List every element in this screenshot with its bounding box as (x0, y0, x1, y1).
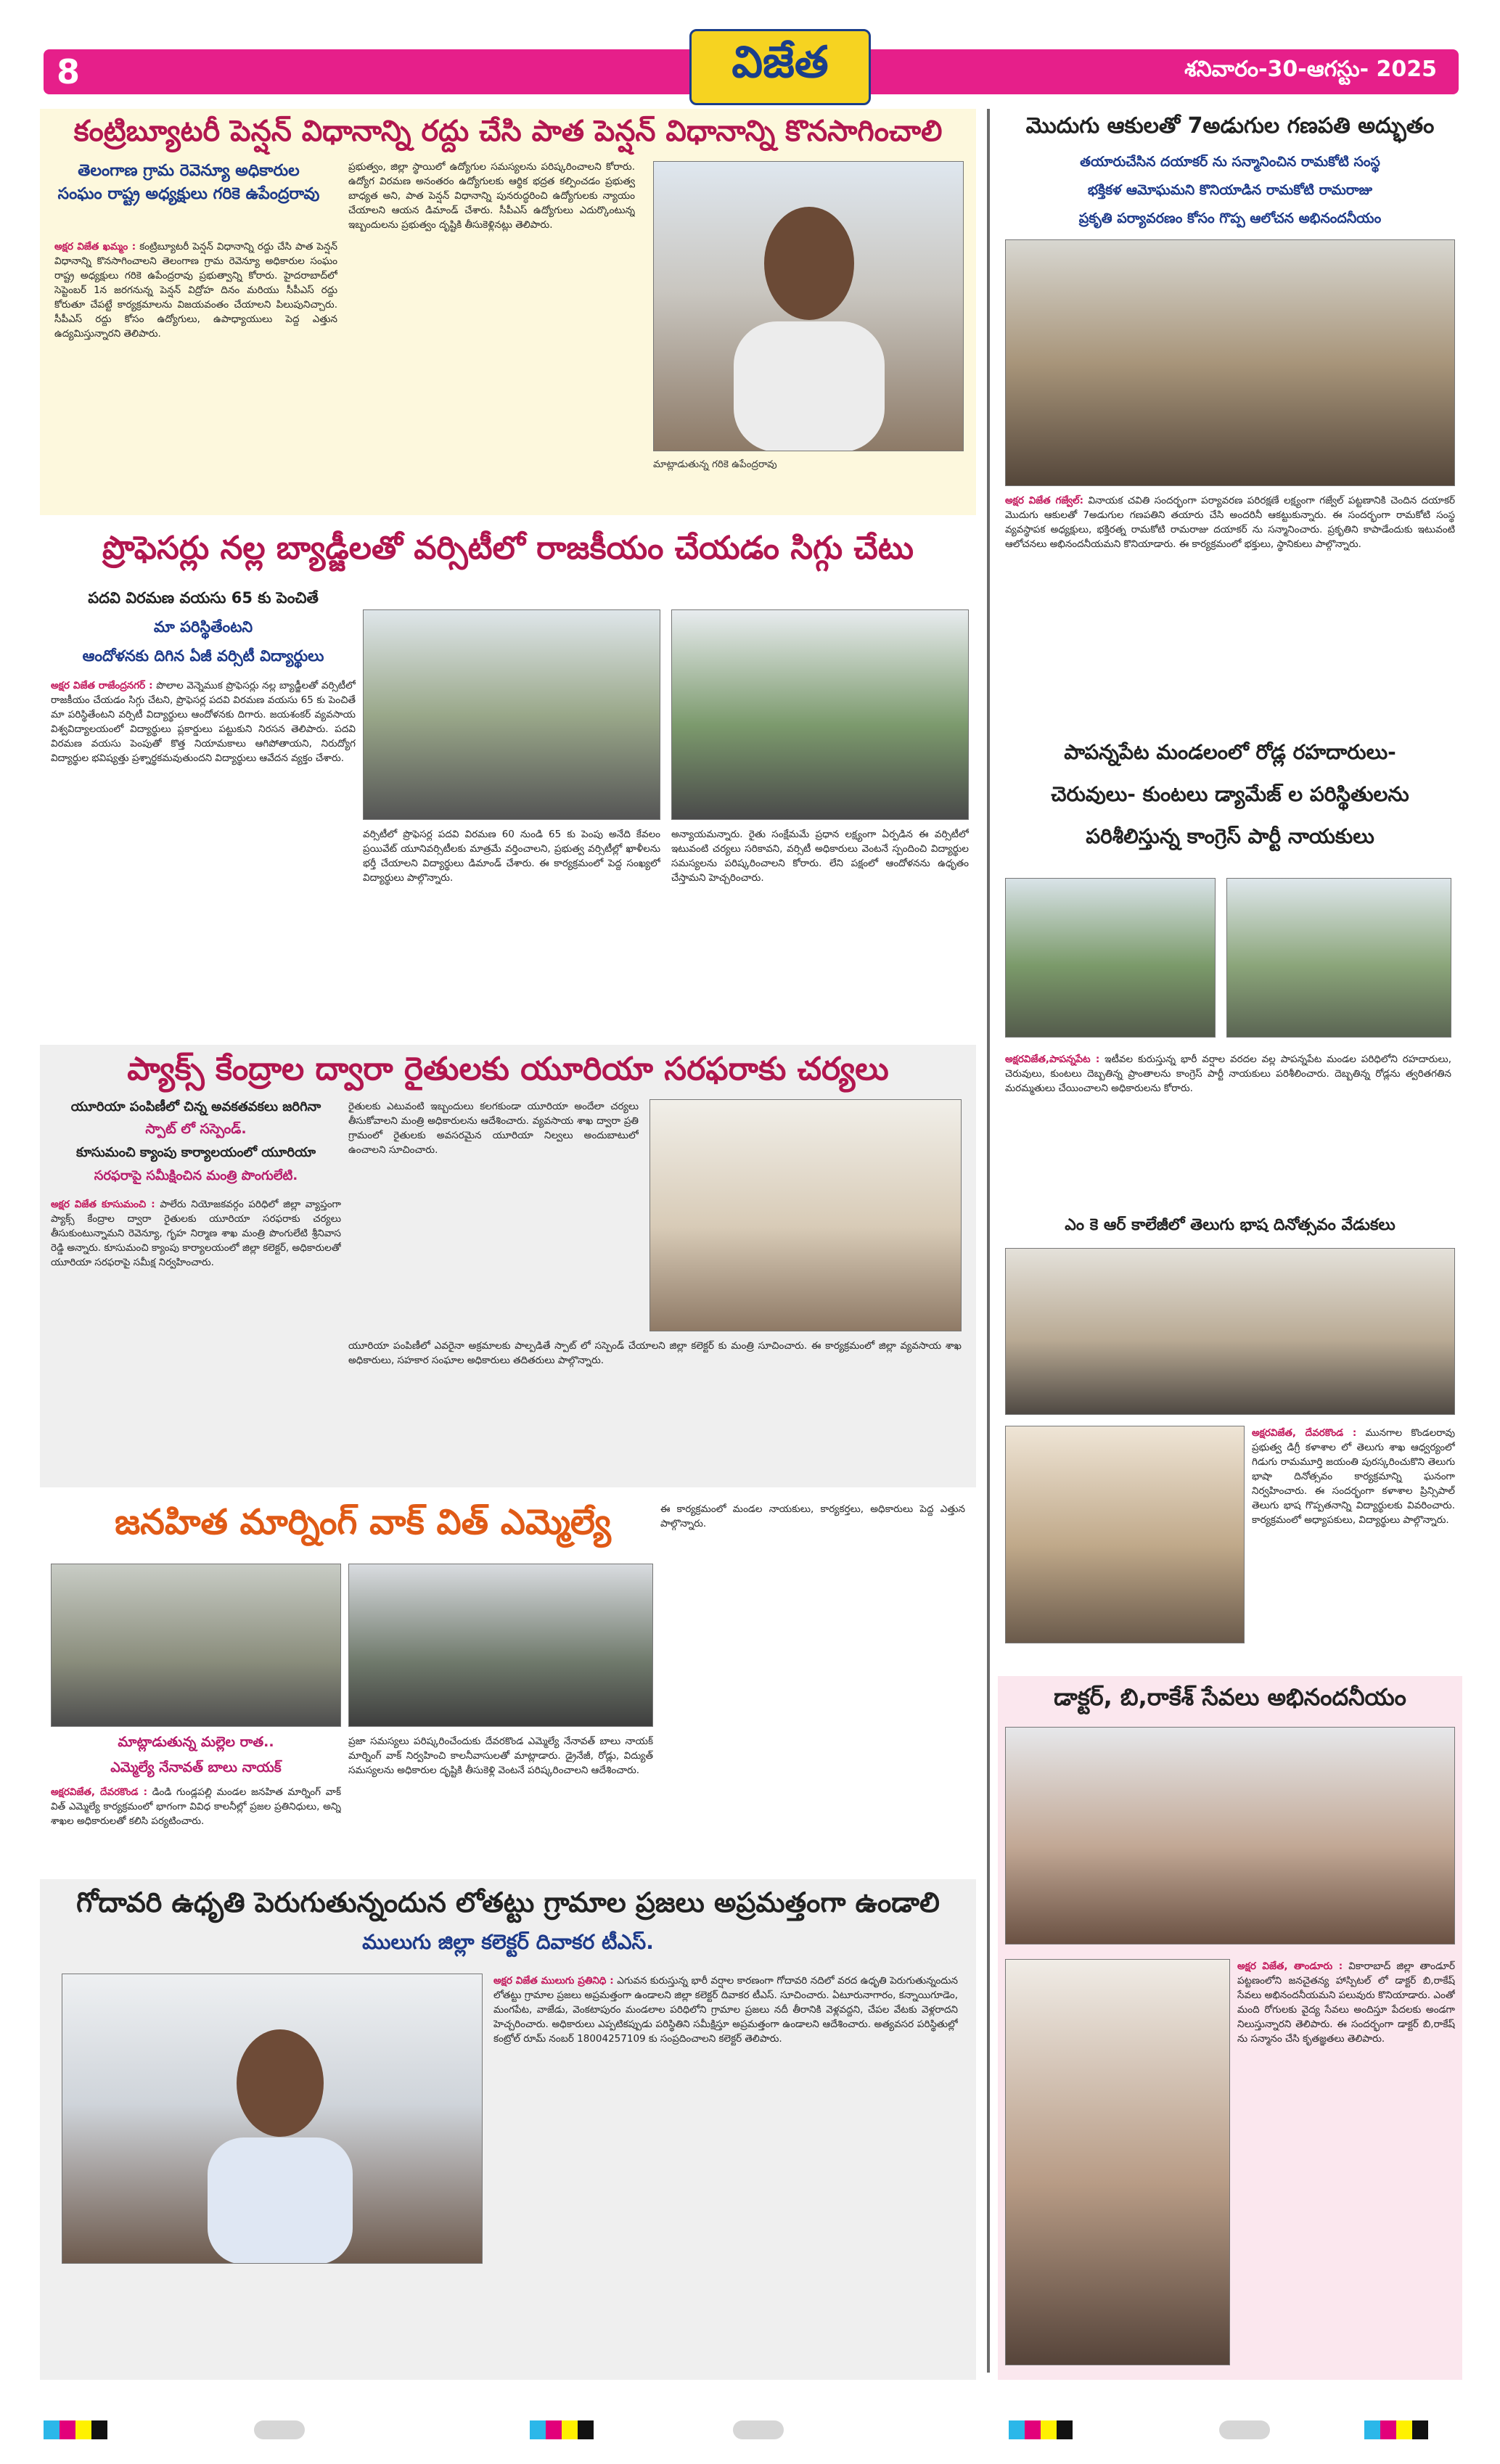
article-body (1005, 493, 1455, 711)
photo-walk-2 (348, 1564, 653, 1727)
article-body-col2: వర్సిటీలో ప్రొఫెసర్ల పదవి విరమణ 60 నుండి 65 కు పెంపు అనేది కేవలం ప్రయివేట్ యూనివర్సిటీలకు మాత్రమే వర్తించాలని, ప్రభుత్వ వర్సిటీల్లో ఖాళీలను భర్తీ చేయాలని విద్యార్థులు డిమాండ్ చేశారు. ఈ కార్యక్రమంలో పెద్ద సంఖ్యలో విద్యార్థులు పాల్గొన్నారు. (363, 829, 660, 884)
subhead-1: పదవి విరమణ వయసు 65 కు పెంచితే (88, 589, 319, 607)
photo-flood-2 (1226, 878, 1451, 1038)
subhead-2: మా పరిస్థితేంటని (153, 618, 253, 636)
headline-line-1: పాపన్నపేట మండలంలో రోడ్ల రహదారులు- (1064, 740, 1396, 764)
article-urea (40, 1045, 976, 1487)
article-morning-walk (40, 1495, 976, 1872)
article-body (493, 1974, 958, 2365)
dateline: అక్షరవిజేత, దేవరకొండ : (1252, 1427, 1357, 1439)
photo-ganapati-felicitation (1005, 239, 1455, 486)
photo-students-group (671, 609, 969, 820)
photo-doctor-felicitation (1005, 1727, 1455, 1944)
registration-oval (1219, 2420, 1270, 2439)
article-ganapati (998, 109, 1462, 726)
caption-1: మాట్లాడుతున్న మల్లెల రాత.. (118, 1734, 274, 1750)
registration-swatch (1412, 2420, 1428, 2439)
subhead: తెలంగాణ గ్రామ రెవెన్యూ అధికారుల సంఘం రాష్ట్ర అధ్యక్షులు గరికె ఉపేంద్రరావు (57, 162, 320, 203)
article-body (1252, 1426, 1455, 1658)
registration-swatch (1041, 2420, 1057, 2439)
registration-swatch (1025, 2420, 1041, 2439)
registration-swatch (562, 2420, 578, 2439)
article-body (1237, 1959, 1455, 2365)
page-number: 8 (57, 52, 81, 91)
dateline: అక్షర విజేత ఖమ్మం : (54, 241, 136, 252)
article-godavari (40, 1879, 976, 2380)
registration-swatch (546, 2420, 562, 2439)
registration-swatch (1380, 2420, 1396, 2439)
person-portrait-icon (654, 162, 964, 451)
article-body (1005, 1052, 1451, 1197)
body-text: వికారాబాద్ జిల్లా తాండూర్ పట్టణంలోని జనచైతన్య హాస్పిటల్ లో డాక్టర్ బి,రాకేష్ సేవలు అభినందనీయమని పలువురు కొనియాడారు. ఎంతో మంది రోగులకు వైద్య సేవలు అందిస్తూ పేదలకు అండగా నిలుస్తున్నారని తెలిపారు. ఈ సందర్భంగా డాక్టర్ బి,రాకేష్ ను సన్మానం చేసి కృతజ్ఞతలు తెలిపారు. (1237, 1960, 1455, 2045)
subhead: ములుగు జిల్లా కలెక్టర్ దివాకర టీఎస్. (362, 1930, 654, 1954)
article-doctor (998, 1676, 1462, 2380)
headline: కంట్రిబ్యూటరీ పెన్షన్ విధానాన్ని రద్దు చేసి పాత పెన్షన్ విధానాన్ని కొనసాగించాలి (73, 115, 943, 148)
person-portrait-icon (62, 1974, 483, 2264)
registration-marks-left (44, 2420, 107, 2439)
issue-date: శనివారం-30-ఆగస్టు- 2025 (1184, 57, 1437, 82)
body-text: పొలాల వెన్నెముక ప్రొఫెసర్లు నల్ల బ్యాడ్జీలతో వర్సిటీలో రాజకీయం చేయడం సిగ్గు చేటని, ప్రొఫెసర్ల పదవి విరమణ వయసు 65 కు పెంచితే మా పరిస్థితేంటని వర్సిటీ విద్యార్థులు ఆందోళనకు దిగారు. జయశంకర్ వ్యవసాయ విశ్వవిద్యాలయంలో విద్యార్థులు ప్లకార్డులు పట్టుకుని నిరసన తెలిపారు. పదవి విరమణ వయసు పెంపుతో కొత్త నియామకాలు ఆగిపోతాయని, నిరుద్యోగ విద్యార్థుల భవిష్యత్తు ప్రశ్నార్థకమవుతుందని విద్యార్థులు ఆవేదన వ్యక్తం చేశారు. (51, 680, 356, 764)
body-text: ఇటీవల కురుస్తున్న భారీ వర్షాల వరదల వల్ల పాపన్నపేట మండల పరిధిలోని రహదారులు, చెరువులు, కుంటలు దెబ్బతిన్న ప్రాంతాలను కాంగ్రెస్ పార్టీ నాయకులు పరిశీలించారు. దెబ్బతిన్న రోడ్లను త్వరితగతిన మరమ్మతులు చేయించాలని అధికారులను కోరారు. (1005, 1054, 1451, 1094)
registration-swatch (1057, 2420, 1073, 2439)
subhead-3: ప్రకృతి పర్యావరణం కోసం గొప్ప ఆలోచన అభినందనీయం (1078, 210, 1382, 226)
article-body-col1 (51, 678, 356, 1023)
article-body-col2: ప్రజా సమస్యలు పరిష్కరించేందుకు దేవరకొండ ఎమ్మెల్యే నేనావత్ బాలు నాయక్ మార్నింగ్ వాక్ నిర్వహించి కాలనీవాసులతో మాట్లాడారు. డ్రైనేజీ, రోడ్లు, విద్యుత్ సమస్యలను అధికారుల దృష్టికి తీసుకెళ్లి వెంటనే పరిష్కరించాలని ఆదేశించారు. (348, 1736, 653, 1776)
photo-protest-statue (363, 609, 660, 820)
body-text: కంట్రిబ్యూటరీ పెన్షన్ విధానాన్ని రద్దు చేసి పాత పెన్షన్ విధానాన్ని కొనసాగించాలని తెలంగాణ గ్రామ రెవెన్యూ అధికారుల సంఘం రాష్ట్ర అధ్యక్షులు గరికె ఉపేంద్రరావు ప్రభుత్వాన్ని కోరారు. హైదరాబాద్‌లో సెప్టెంబర్ 1న జరగనున్న పెన్షన్ విద్రోహ దినం మరియు సీపీఎస్ రద్దు కోరుతూ చేపట్టే కార్యక్రమాలను విజయవంతం చేయాలని పిలుపునిచ్చారు. సీపీఎస్ రద్దు కోసం ఉద్యోగులు, ఉపాధ్యాయులు పెద్ద ఎత్తున ఉద్యమిస్తున్నారని తెలిపారు. (54, 241, 337, 340)
body-text: డిండి గుండ్లపల్లి మండల జనహిత మార్నింగ్ వాక్ విత్ ఎమ్మెల్యే కార్యక్రమంలో భాగంగా వివిధ కాలనీల్లో ప్రజల ప్రతినిధులు, అన్ని శాఖల అధికారులతో కలిసి పర్యటించారు. (51, 1786, 341, 1827)
subhead-2: స్పాట్ లో సస్పెండ్. (145, 1121, 247, 1137)
photo-urea-meeting (649, 1099, 962, 1331)
article-body-col2: రైతులకు ఎటువంటి ఇబ్బందులు కలగకుండా యూరియా అందేలా చర్యలు తీసుకోవాలని మంత్రి అధికారులను ఆదేశించారు. వ్యవసాయ శాఖ ద్వారా ప్రతి గ్రామంలో రైతులకు అవసరమైన యూరియా నిల్వలు అందుబాటులో ఉంచాలని సూచించారు. (348, 1101, 639, 1156)
headline: డాక్టర్, బి,రాకేశ్ సేవలు అభినందనీయం (1054, 1683, 1406, 1711)
dateline: అక్షర విజేత ములుగు ప్రతినిధి : (493, 1975, 614, 1987)
dateline: అక్షరవిజేత,పాపన్నపేట : (1005, 1054, 1100, 1065)
registration-swatch (1009, 2420, 1025, 2439)
registration-swatch (75, 2420, 91, 2439)
article-pension (40, 109, 976, 515)
caption-2: ఎమ్మెల్యే నేనావత్ బాలు నాయక్ (110, 1759, 282, 1775)
article-roads (998, 733, 1462, 1204)
registration-oval (733, 2420, 784, 2439)
article-body-col3: యూరియా పంపిణీలో ఎవరైనా అక్రమాలకు పాల్పడితే స్పాట్ లో సస్పెండ్ చేయాలని జిల్లా కలెక్టర్ కు మంత్రి సూచించారు. ఈ కార్యక్రమంలో జిల్లా వ్యవసాయ శాఖ అధికారులు, సహకార సంఘాల అధికారులు తదితరులు పాల్గొన్నారు. (348, 1340, 962, 1366)
headline: జనహిత మార్నింగ్ వాక్ విత్ ఎమ్మెల్యే (115, 1502, 611, 1543)
headline: ప్యాక్స్ కేంద్రాల ద్వారా రైతులకు యూరియా సరఫరాకు చర్యలు (127, 1051, 889, 1088)
headline-line-3: పరిశీలిస్తున్న కాంగ్రెస్ పార్టీ నాయకులు (1086, 824, 1374, 848)
article-telugu-day (998, 1212, 1462, 1669)
photo-classroom (1005, 1248, 1455, 1415)
dateline: అక్షర విజేత కూసుమంచి : (51, 1199, 155, 1210)
article-body-col3: ఈ కార్యక్రమంలో మండల నాయకులు, కార్యకర్తలు, అధికారులు పెద్ద ఎత్తున పాల్గొన్నారు. (660, 1503, 965, 1529)
registration-swatch (1364, 2420, 1380, 2439)
registration-marks-right (1009, 2420, 1073, 2439)
dateline: అక్షర విజేత గజ్వేల్: (1005, 495, 1084, 506)
registration-oval (254, 2420, 305, 2439)
subhead-2: భక్తికళ ఆమోఘమని కొనియాడిన రామకోటి రామరాజు (1087, 182, 1373, 198)
headline: మొదుగు ఆకులతో 7అడుగుల గణపతి అద్భుతం (1025, 113, 1435, 139)
headline: ఎం కె ఆర్ కాలేజీలో తెలుగు భాష దినోత్సవం వేడుకలు (1065, 1216, 1396, 1234)
subhead-1: యూరియా పంపిణీలో చిన్న అవకతవకలు జరిగినా (70, 1099, 321, 1114)
photo-collector (62, 1974, 483, 2264)
photo-flood-1 (1005, 878, 1216, 1038)
photo-caption: మాట్లాడుతున్న గరికె ఉపేంద్రరావు (653, 459, 777, 470)
article-body-col3: అన్యాయమన్నారు. రైతు సంక్షేమమే ప్రధాన లక్ష్యంగా ఏర్పడిన ఈ వర్సిటీలో ఇటువంటి చర్యలు సరికావని, వర్సిటీ అధికారులు వెంటనే స్పందించి విద్యార్థుల సమస్యలను పరిష్కరించాలని కోరారు. లేని పక్షంలో ఆందోళనను ఉధృతం చేస్తామని హెచ్చరించారు. (671, 829, 969, 884)
newspaper-logo: విజేత (689, 29, 871, 105)
photo-walk-1 (51, 1564, 341, 1727)
article-body-col1 (51, 1785, 341, 1865)
body-text: ఎగువన కురుస్తున్న భారీ వర్షాల కారణంగా గోదావరి నదిలో వరద ఉధృతి పెరుగుతున్నందున లోతట్టు గ్రామాల ప్రజలు అప్రమత్తంగా ఉండాలని జిల్లా కలెక్టర్ దివాకర టీఎస్. సూచించారు. ఏటూరునాగారం, కన్నాయిగూడెం, మంగపేట, వాజేడు, వెంకటాపురం మండలాల పరిధిలోని గ్రామాల ప్రజలు నదీ తీరానికి వెళ్లవద్దని, చేపల వేటకు వెళ్లరాదని హెచ్చరించారు. అధికారులు ఎప్పటికప్పుడు పరిస్థితిని సమీక్షిస్తూ అప్రమత్తంగా ఉండాలని ఆదేశించారు. అత్యవసర పరిస్థితుల్లో కంట్రోల్ రూమ్ నంబర్ 18004257109 కు సంప్రదించాలని కలెక్టర్ తెలిపారు. (493, 1975, 958, 2045)
subhead-4: సరఫరాపై సమీక్షించిన మంత్రి పొంగులేటి. (94, 1168, 298, 1183)
body-text: మునగాల కొండలరావు ప్రభుత్వ డిగ్రీ కళాశాల లో తెలుగు శాఖ ఆధ్వర్యంలో గిడుగు రామమూర్తి జయంతి పురస్కరించుకొని తెలుగు భాషా దినోత్సవం కార్యక్రమాన్ని ఘనంగా నిర్వహించారు. ఈ సందర్భంగా కళాశాల ప్రిన్సిపాల్ తెలుగు భాష గొప్పతనాన్ని విద్యార్థులకు వివరించారు. కార్యక్రమంలో అధ్యాపకులు, విద్యార్థులు పాల్గొన్నారు. (1252, 1427, 1455, 1526)
dateline: అక్షరవిజేత, దేవరకొండ : (51, 1786, 148, 1798)
registration-marks-far-right (1364, 2420, 1428, 2439)
registration-swatch (91, 2420, 107, 2439)
dateline: అక్షర విజేత, తాండూరు : (1237, 1960, 1343, 1972)
dateline: అక్షర విజేత రాజేంద్రనగర్ : (51, 680, 153, 691)
registration-swatch (60, 2420, 75, 2439)
column-divider (987, 109, 990, 2373)
body-text: పాలేరు నియోజకవర్గం పరిధిలో జిల్లా వ్యాప్తంగా ప్యాక్స్ కేంద్రాల ద్వారా రైతులకు యూరియా సరఫరాకు చర్యలు తీసుకుంటున్నామని రెవెన్యూ, గృహ నిర్మాణ శాఖ మంత్రి పొంగులేటి శ్రీనివాస రెడ్డి అన్నారు. కూసుమంచి క్యాంపు కార్యాలయంలో జిల్లా కలెక్టర్, అధికారులతో యూరియా సరఫరాపై సమీక్ష నిర్వహించారు. (51, 1199, 341, 1268)
article-body-col2: ప్రభుత్వం, జిల్లా స్థాయిలో ఉద్యోగుల సమస్యలను పరిష్కరించాలని కోరారు. ఉద్యోగ విరమణ అనంతరం ఉద్యోగులకు ఆర్థిక భద్రత కల్పించడం ప్రభుత్వ బాధ్యత అని, పాత పెన్షన్ విధానాన్ని పునరుద్ధరించి ఉద్యోగులకు న్యాయం చేయాలని ఆయన డిమాండ్ చేశారు. సీపీఎస్ ఉద్యోగులు ఎదుర్కొంటున్న ఇబ్బందులను ప్రభుత్వం దృష్టికి తీసుకెళ్లినట్లు తెలిపారు. (348, 161, 635, 231)
photo-telugu-event (1005, 1426, 1245, 1643)
article-body-col1 (51, 1197, 341, 1480)
headline-line-2: చెరువులు- కుంటలు డ్యామేజ్ ల పరిస్థితులను (1051, 782, 1409, 806)
headline: గోదావరి ఉధృతి పెరుగుతున్నందున లోతట్టు గ్రామాల ప్రజలు అప్రమత్తంగా ఉండాలి (76, 1886, 940, 1918)
subhead-1: తయారుచేసిన దయాకర్ ను సన్మానించిన రామకోటి సంస్థ (1080, 154, 1380, 170)
registration-swatch (44, 2420, 60, 2439)
registration-swatch (578, 2420, 594, 2439)
photo-upendra-rao (653, 161, 964, 451)
photo-doctor-patients (1005, 1959, 1230, 2365)
registration-swatch (530, 2420, 546, 2439)
subhead-3: కూసుమంచి క్యాంపు కార్యాలయంలో యూరియా (75, 1145, 316, 1160)
headline: ప్రొఫెసర్లు నల్ల బ్యాడ్జీలతో వర్సిటీలో రాజకీయం చేయడం సిగ్గు చేటు (102, 530, 914, 567)
registration-swatch (1396, 2420, 1412, 2439)
registration-marks-center (530, 2420, 594, 2439)
subhead-3: ఆందోళనకు దిగిన ఏజీ వర్సిటీ విద్యార్థులు (82, 647, 324, 665)
body-text: వినాయక చవితి సందర్భంగా పర్యావరణ పరిరక్షణే లక్ష్యంగా గజ్వేల్ పట్టణానికి చెందిన దయాకర్ మొదుగు ఆకులతో 7అడుగుల గణపతిని తయారు చేసి అందరినీ ఆకట్టుకున్నారు. ఈ సందర్భంగా రామకోటి సంస్థ వ్యవస్థాపక అధ్యక్షులు, భక్తిరత్న రామకోటి రామరాజు దయాకర్ ను సన్మానించారు. ప్రకృతిని కాపాడేందుకు ఇటువంటి ఆలోచనలు అభినందనీయమని కొనియాడారు. ఈ కార్యక్రమంలో భక్తులు, స్థానికులు పాల్గొన్నారు. (1005, 495, 1455, 550)
article-professors (40, 522, 976, 1030)
article-body-col1 (54, 239, 337, 508)
